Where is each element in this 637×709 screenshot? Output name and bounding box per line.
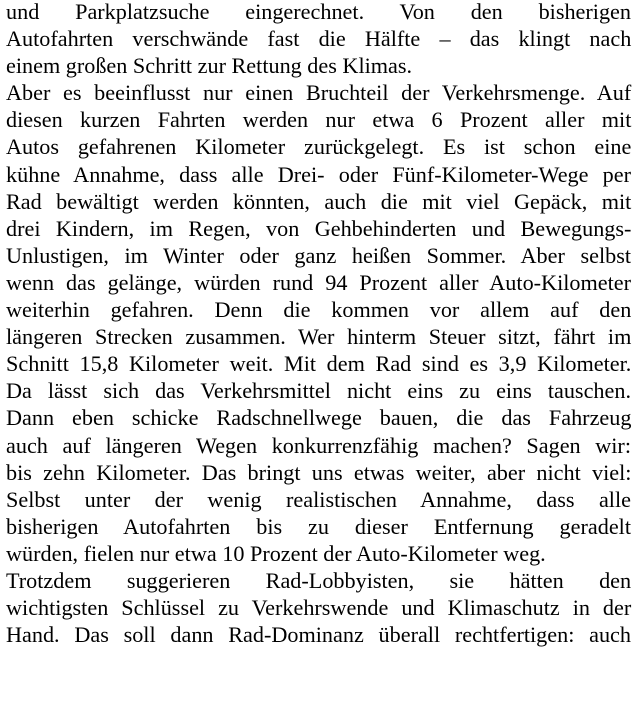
text-line: Unlustigen, im Winter oder ganz heißen Sommer. Aber selbst — [6, 242, 631, 268]
text-line: Trotzdem suggerieren Rad-Lobbyisten, sie hätten den — [6, 567, 632, 593]
text-line: Schnitt 15,8 Kilometer weit. Mit dem Rad sind es 3,9 Kilometer. — [6, 351, 632, 377]
text-line: drei Kindern, im Regen, von Gehbehinderten und Bewegungs- — [6, 215, 632, 241]
text-line: Dann eben schicke Radschnellwege bauen, die das Fahrzeug — [6, 405, 632, 431]
paragraph-1 — [6, 0, 631, 79]
text-line: Selbst unter der wenig realistischen Annahme, dass alle — [6, 486, 631, 512]
text-line: wenn das gelänge, würden rund 94 Prozent aller Auto-Kilometer — [6, 269, 631, 295]
text-line: kühne Annahme, dass alle Drei- oder Fünf-Kilometer-Wege per — [6, 161, 631, 187]
text-line: würden, fielen nur etwa 10 Prozent der Auto-Kilometer weg. — [6, 540, 546, 566]
text-line: diesen kurzen Fahrten werden nur etwa 6 Prozent aller mit — [6, 107, 632, 133]
text-line: Da lässt sich das Verkehrsmittel nicht eins zu eins tauschen. — [6, 378, 631, 404]
text-line: wichtigsten Schlüssel zu Verkehrswende und Klimaschutz in der — [6, 595, 632, 621]
text-line: Aber es beeinflusst nur einen Bruchteil der Verkehrsmenge. Auf — [6, 80, 632, 106]
text-line: und Parkplatzsuche eingerechnet. Von den bisherigen — [6, 0, 631, 24]
text-line: bis zehn Kilometer. Das bringt uns etwas weiter, aber nicht viel: — [6, 459, 632, 485]
paragraph-3 — [6, 567, 631, 648]
text-line: bisherigen Autofahrten bis zu dieser Entfernung geradelt — [6, 513, 631, 539]
text-line: weiterhin gefahren. Denn die kommen vor allem auf den — [6, 297, 632, 323]
text-line: Autofahrten verschwände fast die Hälfte – das klingt nach — [6, 26, 632, 52]
text-line: einem großen Schritt zur Rettung des Klimas. — [6, 53, 413, 79]
text-line: Autos gefahrenen Kilometer zurückgelegt. Es ist schon eine — [6, 134, 632, 160]
text-line: Hand. Das soll dann Rad-Dominanz überall rechtfertigen: auch — [6, 622, 631, 648]
text-line: längeren Strecken zusammen. Wer hinterm Steuer sitzt, fährt im — [6, 324, 632, 350]
text-line: Rad bewältigt werden könnten, auch die mit viel Gepäck, mit — [6, 188, 632, 214]
paragraph-2 — [6, 79, 631, 567]
text-line: auch auf längeren Wegen konkurrenzfähig machen? Sagen wir: — [6, 432, 631, 458]
